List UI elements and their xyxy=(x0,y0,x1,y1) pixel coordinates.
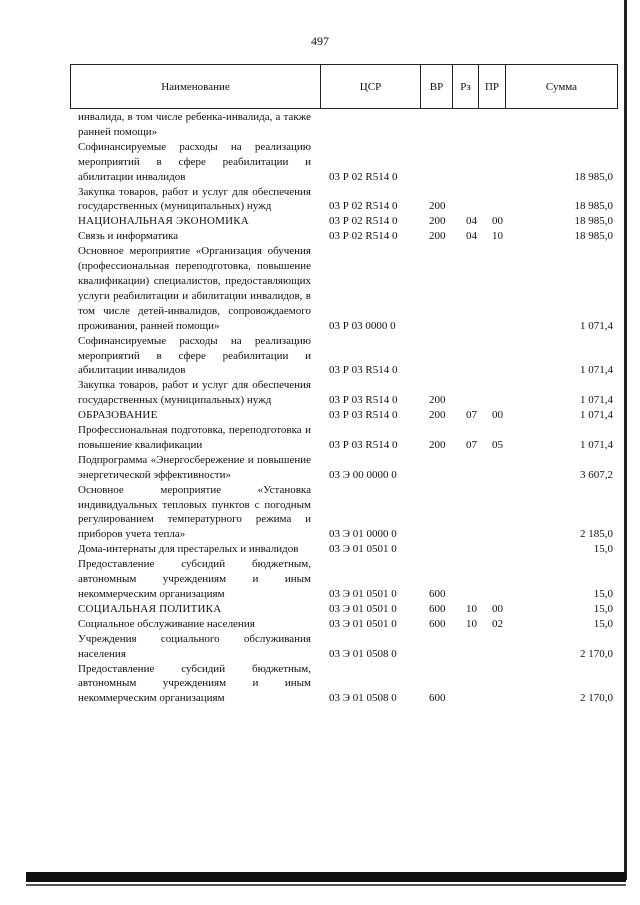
table-row xyxy=(78,214,618,229)
row-csr: 03 Р 02 R514 0 xyxy=(329,200,398,213)
table-row xyxy=(78,632,618,662)
row-sum: 18 985,0 xyxy=(574,200,613,213)
row-csr: 03 Р 03 R514 0 xyxy=(329,394,398,407)
row-sum: 3 607,2 xyxy=(580,468,613,481)
row-sum: 1 071,4 xyxy=(580,394,613,407)
row-name: НАЦИОНАЛЬНАЯ ЭКОНОМИКА xyxy=(78,215,249,228)
scan-border xyxy=(26,872,626,882)
table-row xyxy=(78,617,618,632)
table-row xyxy=(78,423,618,453)
column-header-sum: Сумма xyxy=(505,65,617,108)
row-csr: 03 Э 01 0508 0 xyxy=(329,692,397,705)
row-name: Социальное обслуживание населения xyxy=(78,617,255,630)
row-sum: 1 071,4 xyxy=(580,438,613,451)
row-name: Закупка товаров, работ и услуг для обеспечения государственных (муниципальных) нужд xyxy=(78,379,311,407)
row-name: Основное мероприятие «Установка индивидуальных тепловых пунктов с погодным регулированием температурного режима и приборов учета тепла» xyxy=(78,483,311,541)
row-csr: 03 Э 01 0000 0 xyxy=(329,528,397,541)
row-rz: 10 xyxy=(466,617,477,630)
row-sum: 18 985,0 xyxy=(574,230,613,243)
row-pr: 00 xyxy=(492,602,503,615)
row-name: Связь и информатика xyxy=(78,230,179,243)
row-csr: 03 Э 01 0508 0 xyxy=(329,647,397,660)
row-csr: 03 Э 00 0000 0 xyxy=(329,468,397,481)
row-name: Софинансируемые расходы на реализацию мероприятий в сфере реабилитации и абилитации инвалидов xyxy=(78,140,311,183)
row-pr: 00 xyxy=(492,215,503,228)
scan-border-line xyxy=(26,884,626,886)
row-csr: 03 Р 03 R514 0 xyxy=(329,438,398,451)
row-csr: 03 Р 03 R514 0 xyxy=(329,364,398,377)
row-name: Профессиональная подготовка, переподготовка и повышение квалификации xyxy=(78,424,311,451)
row-sum: 18 985,0 xyxy=(574,170,613,183)
row-sum: 2 170,0 xyxy=(580,647,613,660)
row-vr: 200 xyxy=(429,215,446,228)
row-name: ОБРАЗОВАНИЕ xyxy=(78,409,158,422)
row-csr: 03 Э 01 0501 0 xyxy=(329,617,397,630)
column-header-vr: ВР xyxy=(420,65,452,108)
row-pr: 10 xyxy=(492,230,503,243)
row-pr: 02 xyxy=(492,617,503,630)
row-name: инвалида, в том числе ребенка-инвалида, а также ранней помощи» xyxy=(78,111,311,138)
table-row xyxy=(78,140,618,185)
row-csr: 03 Э 01 0501 0 xyxy=(329,588,397,600)
row-name: Подпрограмма «Энергосбережение и повышение энергетической эффективности» xyxy=(78,453,311,481)
row-csr: 03 Э 01 0501 0 xyxy=(329,602,397,615)
table-row xyxy=(78,453,618,483)
row-name: Предоставление субсидий бюджетным, автономным учреждениям и иным некоммерческим организациям xyxy=(78,558,311,600)
table-row xyxy=(78,662,618,707)
row-rz: 07 xyxy=(466,409,477,422)
row-pr: 05 xyxy=(492,438,503,451)
row-sum: 1 071,4 xyxy=(580,364,613,377)
column-header-rz: Рз xyxy=(452,65,478,108)
row-csr: 03 Р 03 0000 0 xyxy=(329,319,396,332)
row-sum: 18 985,0 xyxy=(574,215,613,228)
row-name: Учреждения социального обслуживания населения xyxy=(78,632,311,660)
row-sum: 15,0 xyxy=(593,617,613,630)
row-vr: 600 xyxy=(429,602,446,615)
table-header xyxy=(70,64,618,109)
row-vr: 200 xyxy=(429,409,446,422)
row-vr: 200 xyxy=(429,230,446,243)
row-vr: 600 xyxy=(429,692,446,705)
row-sum: 1 071,4 xyxy=(580,319,613,332)
row-csr: 03 Р 02 R514 0 xyxy=(329,230,398,243)
row-csr: 03 Р 03 R514 0 xyxy=(329,409,398,422)
row-sum: 15,0 xyxy=(593,602,613,615)
table-row xyxy=(78,483,618,543)
table-row xyxy=(78,185,618,215)
row-sum: 2 185,0 xyxy=(580,528,613,541)
table-row xyxy=(78,378,618,408)
row-vr: 600 xyxy=(429,617,446,630)
table-row xyxy=(78,334,618,379)
row-rz: 04 xyxy=(466,230,477,243)
table-row xyxy=(78,602,618,617)
row-rz: 07 xyxy=(466,438,477,451)
row-csr: 03 Р 02 R514 0 xyxy=(329,170,398,183)
row-rz: 10 xyxy=(466,602,477,615)
row-vr: 200 xyxy=(429,200,446,213)
row-pr: 00 xyxy=(492,409,503,422)
row-name: Софинансируемые расходы на реализацию мероприятий в сфере реабилитации и абилитации инвалидов xyxy=(78,334,311,377)
row-name: Основное мероприятие «Организация обучения (профессиональная переподготовка, повышение квалификации) специалистов, предоставляющих услуги реабилитации и абилитации инвалидов, в том числе детей-инвалидов, сопровождаемого проживания, ранней помощи» xyxy=(78,245,311,332)
row-csr: 03 Р 02 R514 0 xyxy=(329,215,398,228)
row-name: СОЦИАЛЬНАЯ ПОЛИТИКА xyxy=(78,602,222,615)
page-number: 497 xyxy=(311,34,329,48)
table-row xyxy=(78,557,618,602)
table-row xyxy=(78,244,618,333)
row-vr: 200 xyxy=(429,394,446,407)
row-vr: 600 xyxy=(429,588,446,600)
table-row xyxy=(78,110,618,140)
table-row xyxy=(78,229,618,244)
row-name: Предоставление субсидий бюджетным, автономным учреждениям и иным некоммерческим организациям xyxy=(78,662,311,705)
row-sum: 15,0 xyxy=(593,543,613,556)
row-name: Закупка товаров, работ и услуг для обеспечения государственных (муниципальных) нужд xyxy=(78,185,311,213)
row-vr: 200 xyxy=(429,438,446,451)
table-row xyxy=(78,542,618,557)
column-header-csr: ЦСР xyxy=(320,65,420,108)
row-sum: 2 170,0 xyxy=(580,692,613,705)
table-row xyxy=(78,408,618,423)
scan-edge xyxy=(624,0,627,880)
table-body xyxy=(78,110,618,706)
row-sum: 1 071,4 xyxy=(580,409,613,422)
row-name: Дома-интернаты для престарелых и инвалидов xyxy=(78,543,299,556)
row-rz: 04 xyxy=(466,215,477,228)
column-header-name: Наименование xyxy=(161,80,230,93)
column-header-pr: ПР xyxy=(478,65,505,108)
row-sum: 15,0 xyxy=(593,588,613,600)
row-csr: 03 Э 01 0501 0 xyxy=(329,543,397,556)
